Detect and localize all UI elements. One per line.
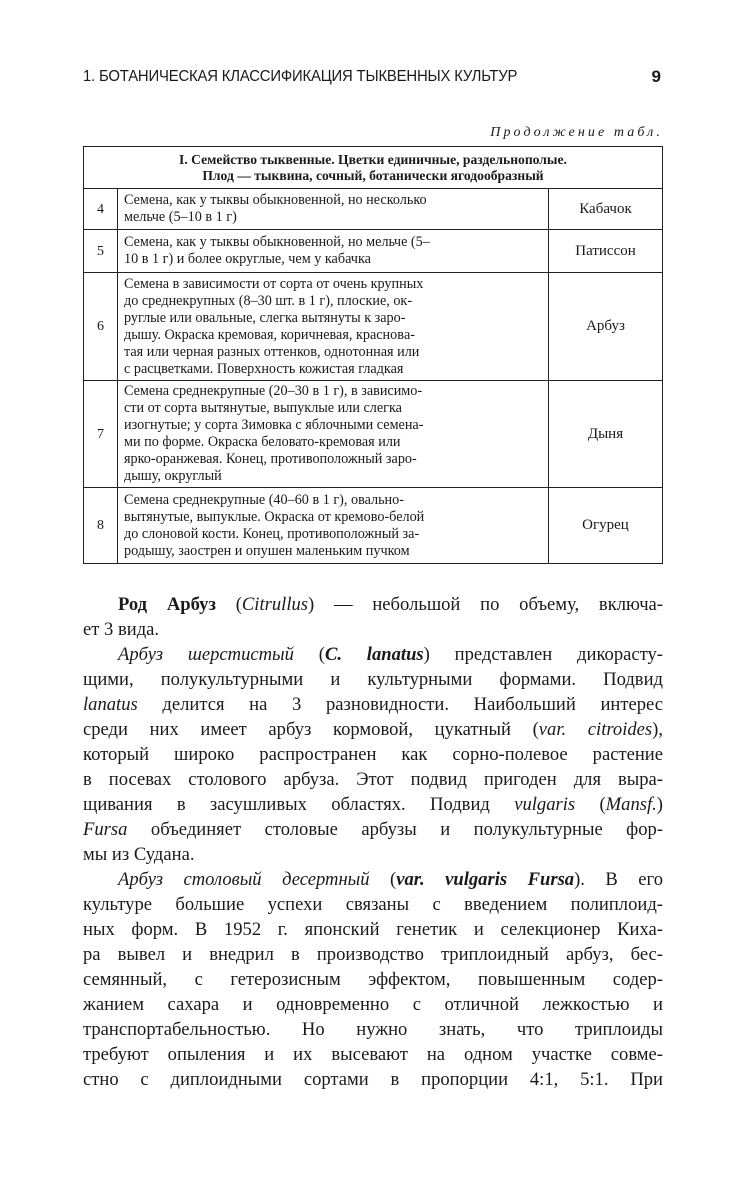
- text-fragment: ): [656, 794, 663, 815]
- genus-name: Род Арбуз: [118, 594, 216, 615]
- latin-name: Citrullus: [241, 594, 309, 615]
- table-continuation-label: Продолжение табл.: [490, 125, 663, 140]
- table-row: [84, 189, 663, 230]
- description-line: мельче (5–10 в 1 г): [124, 209, 237, 225]
- description-line: Семена, как у тыквы обыкновенной, но мельче (5–: [124, 234, 430, 250]
- description-line: руглые или овальные, слегка вытянуты к заро-: [124, 309, 406, 326]
- page-number: 9: [651, 67, 661, 86]
- species-name: Арбуз шерстистый: [118, 644, 294, 665]
- description-line: Семена, как у тыквы обыкновенной, но несколько: [124, 192, 427, 208]
- description-line: 10 в 1 г) и более округлые, чем у кабачка: [124, 251, 371, 267]
- latin-name: vulgaris: [514, 794, 576, 815]
- paragraph-line: семянный, с гетерозисным эффектом, повышенным содер-: [83, 969, 663, 990]
- seed-description: [118, 230, 549, 273]
- description-line: родышу, заострен и опушен маленьким пучком: [124, 542, 410, 559]
- seed-description: [118, 273, 549, 381]
- text-fragment: среди них имеет арбуз кормовой, цукатный (: [83, 719, 539, 740]
- text-fragment: (: [369, 869, 397, 890]
- paragraph-line: [83, 592, 663, 617]
- running-head: 1. БОТАНИЧЕСКАЯ КЛАССИФИКАЦИЯ ТЫКВЕННЫХ КУЛЬТУР: [83, 68, 518, 85]
- culture-name: Арбуз: [549, 273, 663, 381]
- description-line: до слоновой кости. Конец, противоположный за-: [124, 525, 420, 542]
- description-line: Семена в зависимости от сорта от очень крупных: [124, 275, 424, 292]
- paragraph-line: [83, 692, 663, 717]
- paragraph-line: жанием сахара и одновременно с отличной лежкостью и: [83, 994, 663, 1015]
- paragraph-line: транспортабельностью. Но нужно знать, что триплоиды: [83, 1019, 663, 1040]
- paragraph-line: [83, 792, 663, 817]
- culture-name: Кабачок: [549, 189, 663, 230]
- paragraph-line: ет 3 вида.: [83, 619, 160, 640]
- latin-name: var. citroides: [538, 719, 653, 740]
- seed-description: [118, 488, 549, 564]
- description-line: ми по форме. Окраска беловато-кремовая или: [124, 434, 401, 450]
- paragraph-line: культуре большие успехи связаны с введением полиплоид-: [83, 894, 663, 915]
- culture-name: Дыня: [549, 381, 663, 488]
- text-fragment: ) — небольшой по объему, включа-: [308, 594, 663, 615]
- description-line: сти от сорта вытянутые, выпуклые или слегка: [124, 400, 402, 416]
- description-line: с расцветками. Поверхность кожистая гладкая: [124, 360, 404, 377]
- text-fragment: щивания в засушливых областях. Подвид: [83, 794, 515, 815]
- row-number: 8: [84, 488, 118, 564]
- paragraph-line: который широко распространен как сорно-полевое растение: [83, 744, 663, 765]
- table-caption: [84, 147, 663, 189]
- row-number: 7: [84, 381, 118, 488]
- text-fragment: делится на 3 разновидности. Наибольший интерес: [137, 694, 663, 715]
- text-fragment: ). В его: [574, 869, 664, 890]
- culture-name: Огурец: [549, 488, 663, 564]
- table-row: [84, 273, 663, 381]
- text-fragment: ),: [652, 719, 663, 740]
- seed-description: [118, 189, 549, 230]
- paragraph-line: [83, 642, 663, 667]
- table-caption-row: [84, 147, 663, 189]
- row-number: 5: [84, 230, 118, 273]
- latin-name: Mansf.: [605, 794, 657, 815]
- paragraph-line: [83, 717, 663, 742]
- description-line: тая или черная разных оттенков, однотонная или: [124, 343, 420, 360]
- paragraph-line: ных форм. В 1952 г. японский генетик и селекционер Киха-: [83, 919, 663, 940]
- description-line: изогнутые; у сорта Зимовка с яблочными семена-: [124, 417, 424, 433]
- table-row: [84, 230, 663, 273]
- seed-description: [118, 381, 549, 488]
- table-caption-line: I. Семейство тыквенные. Цветки единичные, раздельнополые.: [179, 152, 567, 167]
- paragraph-line: в посевах столового арбуза. Этот подвид пригоден для выра-: [83, 769, 663, 790]
- row-number: 4: [84, 189, 118, 230]
- text-fragment: (: [575, 794, 606, 815]
- description-line: ярко-оранжевая. Конец, противоположный заро-: [124, 451, 417, 467]
- description-line: дышу. Окраска кремовая, коричневая, красновa-: [124, 326, 415, 343]
- page-header: [83, 68, 663, 92]
- paragraph-line: [83, 867, 663, 892]
- table-row: [84, 381, 663, 488]
- text-fragment: (: [215, 594, 242, 615]
- latin-name: lanatus: [83, 694, 138, 715]
- culture-name: Патиссон: [549, 230, 663, 273]
- table-caption-line: Плод — тыквина, сочный, ботанически ягодообразный: [202, 168, 544, 183]
- description-line: Семена среднекрупные (40–60 в 1 г), овально-: [124, 491, 404, 508]
- body-text: [83, 592, 663, 1092]
- description-line: до среднекрупных (8–30 шт. в 1 г), плоские, ок-: [124, 292, 413, 309]
- text-fragment: (: [293, 644, 325, 665]
- latin-name: var. vulgaris Fursa: [396, 869, 575, 890]
- paragraph-line: мы из Судана.: [83, 844, 195, 865]
- row-number: 6: [84, 273, 118, 381]
- description-line: дышу, округлый: [124, 468, 222, 484]
- variety-name: Арбуз столовый десертный: [118, 869, 370, 890]
- text-fragment: ) представлен дикорасту-: [423, 644, 663, 665]
- paragraph-line: требуют опыления и их высевают на одном участке совме-: [83, 1044, 663, 1065]
- latin-name: C. lanatus: [324, 644, 424, 665]
- paragraph-line: ра вывел и внедрил в производство триплоидный арбуз, бес-: [83, 944, 663, 965]
- paragraph-line: [83, 817, 663, 842]
- latin-name: Fursa: [83, 819, 128, 840]
- text-fragment: объединяет столовые арбузы и полукультурные фор-: [127, 819, 663, 840]
- description-line: Семена среднекрупные (20–30 в 1 г), в зависимо-: [124, 383, 423, 399]
- paragraph-line: щими, полукультурными и культурными формами. Подвид: [83, 669, 663, 690]
- table-row: [84, 488, 663, 564]
- paragraph-line: стно с диплоидными сортами в пропорции 4:1, 5:1. При: [83, 1069, 663, 1090]
- seed-classification-table: [83, 146, 663, 564]
- description-line: вытянутые, выпуклые. Окраска от кремово-белой: [124, 508, 425, 525]
